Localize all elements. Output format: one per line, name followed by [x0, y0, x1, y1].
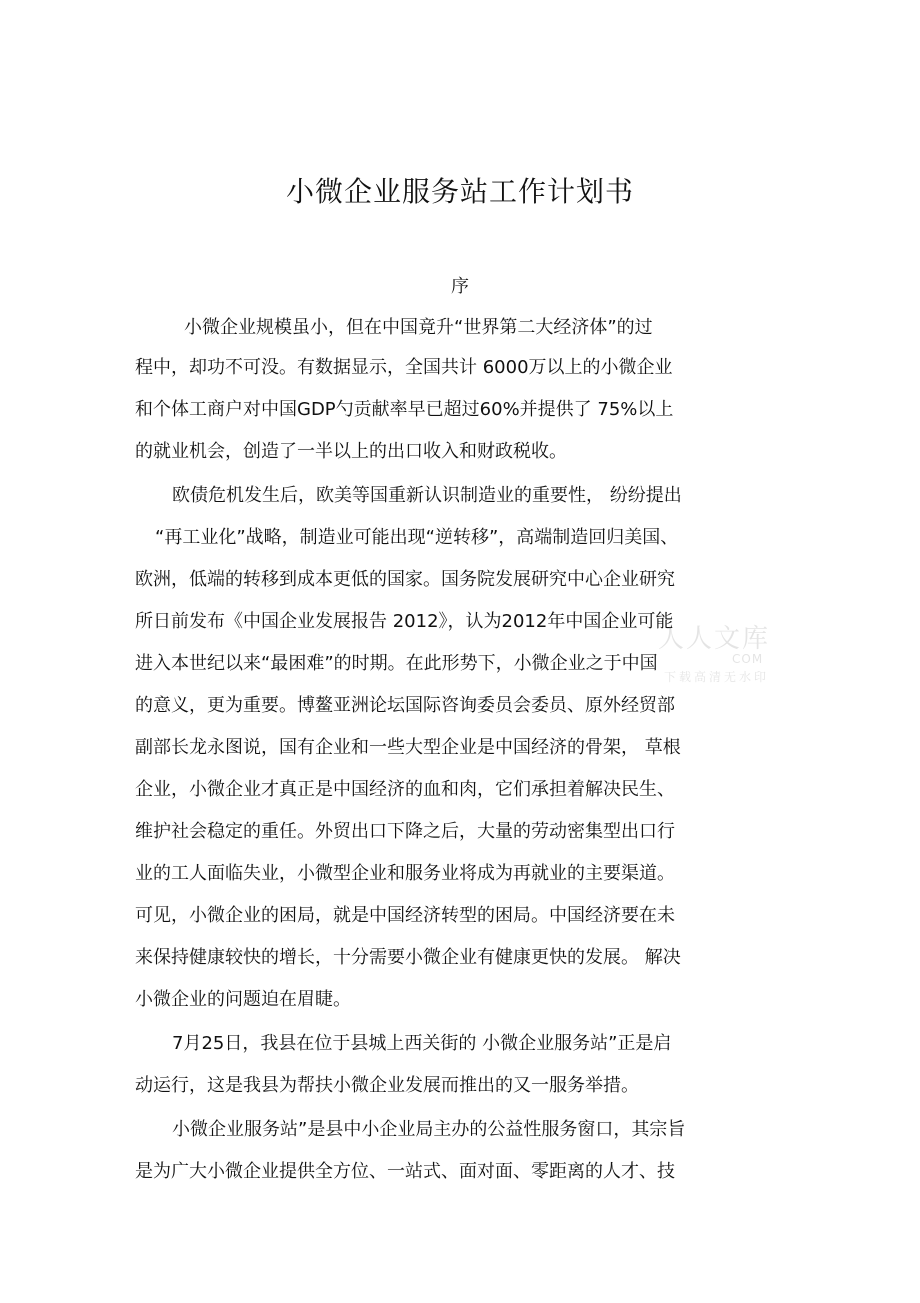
paragraph-line: 进入本世纪以来“最困难”的时期。在此形势下，小微企业之于中国 [135, 653, 658, 674]
paragraph-line: 小微企业服务站”是县中小企业局主办的公益性服务窗口，其宗旨 [172, 1119, 686, 1140]
paragraph-line: 的意义，更为重要。博鳌亚洲论坛国际咨询委员会委员、原外经贸部 [135, 695, 675, 716]
paragraph-line: 7月25日，我县在位于县城上西关街的 小微企业服务站”正是启 [172, 1033, 672, 1054]
paragraph-line: 欧债危机发生后，欧美等国重新认识制造业的重要性， 纷纷提出 [172, 485, 682, 506]
paragraph-line: 的就业机会，创造了一半以上的出口收入和财政税收。 [135, 441, 567, 462]
watermark-sub-text: 下载高清无水印 [664, 670, 770, 684]
paragraph-line: 所日前发布《中国企业发展报告 2012》，认为2012年中国企业可能 [135, 611, 674, 632]
paragraph-line: 维护社会稳定的重任。外贸出口下降之后，大量的劳动密集型出口行 [135, 821, 675, 842]
paragraph-line: 小微企业规模虽小，但在中国竟升“世界第二大经济体”的过 [184, 317, 653, 338]
paragraph-line: 可见，小微企业的困局，就是中国经济转型的困局。中国经济要在未 [135, 905, 675, 926]
paragraph-line: 和个体工商户对中国GDP勺贡献率早已超过60%并提供了 75%以上 [135, 399, 674, 420]
watermark-com-text: COM [732, 652, 764, 666]
paragraph-line: “再工业化”战略，制造业可能出现“逆转移”，高端制造回归美国、 [155, 527, 679, 548]
document-title: 小微企业服务站工作计划书 [285, 175, 634, 208]
paragraph-line: 动运行，这是我县为帮扶小微企业发展而推出的又一服务举措。 [135, 1075, 639, 1096]
paragraph-line: 副部长龙永图说，国有企业和一些大型企业是中国经济的骨架， 草根 [135, 737, 681, 758]
paragraph-line: 是为广大小微企业提供全方位、一站式、面对面、零距离的人才、技 [135, 1161, 675, 1182]
paragraph-line: 来保持健康较快的增长，十分需要小微企业有健康更快的发展。 解决 [135, 947, 681, 968]
paragraph-line: 企业，小微企业才真正是中国经济的血和肉，它们承担着解决民生、 [135, 779, 675, 800]
paragraph-line: 小微企业的问题迫在眉睫。 [135, 989, 351, 1010]
paragraph-line: 程中，却功不可没。有数据显示，全国共计 6000万以上的小微企业 [135, 357, 673, 378]
watermark-main-text: 人人文库 [658, 624, 771, 654]
paragraph-line: 欧洲，低端的转移到成本更低的国家。国务院发展研究中心企业研究 [135, 569, 675, 590]
section-heading-preface: 序 [451, 276, 469, 297]
paragraph-line: 业的工人面临失业，小微型企业和服务业将成为再就业的主要渠道。 [135, 863, 675, 884]
